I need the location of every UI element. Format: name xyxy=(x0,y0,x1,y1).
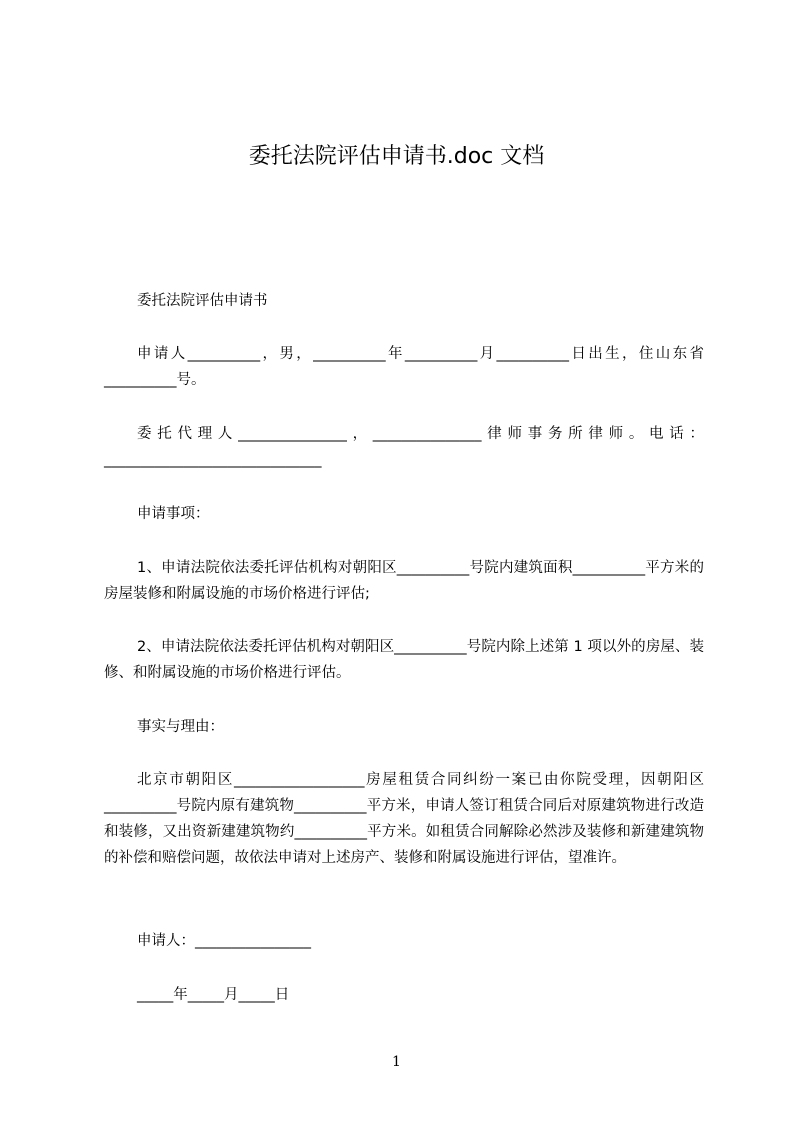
document-title: 委托法院评估申请书.doc 文档 xyxy=(248,144,545,169)
agent-paragraph: 委托代理人_______________，_______________律师事务所律师。电话：______________________________ xyxy=(104,426,704,468)
date-line: _____年_____月_____日 xyxy=(137,987,290,1003)
facts-paragraph: 北京市朝阳区__________________房屋租赁合同纠纷一案已由你院受理，因朝阳区__________号院内原有建筑物__________平方米，申请人签订租赁合同后对原建筑物进行改造和装修，又出资新建建筑物约__________平方米。如租赁合同解除必然涉及装修和新建建筑物的补偿和赔偿问题，故依法申请对上述房产、装修和附属设施进行评估，望准许。 xyxy=(104,772,704,866)
matter-item-2: 2、申请法院依法委托评估机构对朝阳区__________号院内除上述第 1 项以外的房屋、装修、和附属设施的市场价格进行评估。 xyxy=(104,639,704,681)
matters-heading: 申请事项： xyxy=(137,506,210,522)
applicant-paragraph: 申请人__________，男，__________年__________月__________日出生，住山东省__________号。 xyxy=(104,346,704,388)
facts-heading: 事实与理由： xyxy=(137,719,224,735)
page-number: 1 xyxy=(392,1054,401,1070)
matter-item-1: 1、申请法院依法委托评估机构对朝阳区__________号院内建筑面积__________平方米的房屋装修和附属设施的市场价格进行评估; xyxy=(104,560,704,602)
signature-line: 申请人：________________ xyxy=(137,933,311,949)
document-heading: 委托法院评估申请书 xyxy=(137,293,268,309)
